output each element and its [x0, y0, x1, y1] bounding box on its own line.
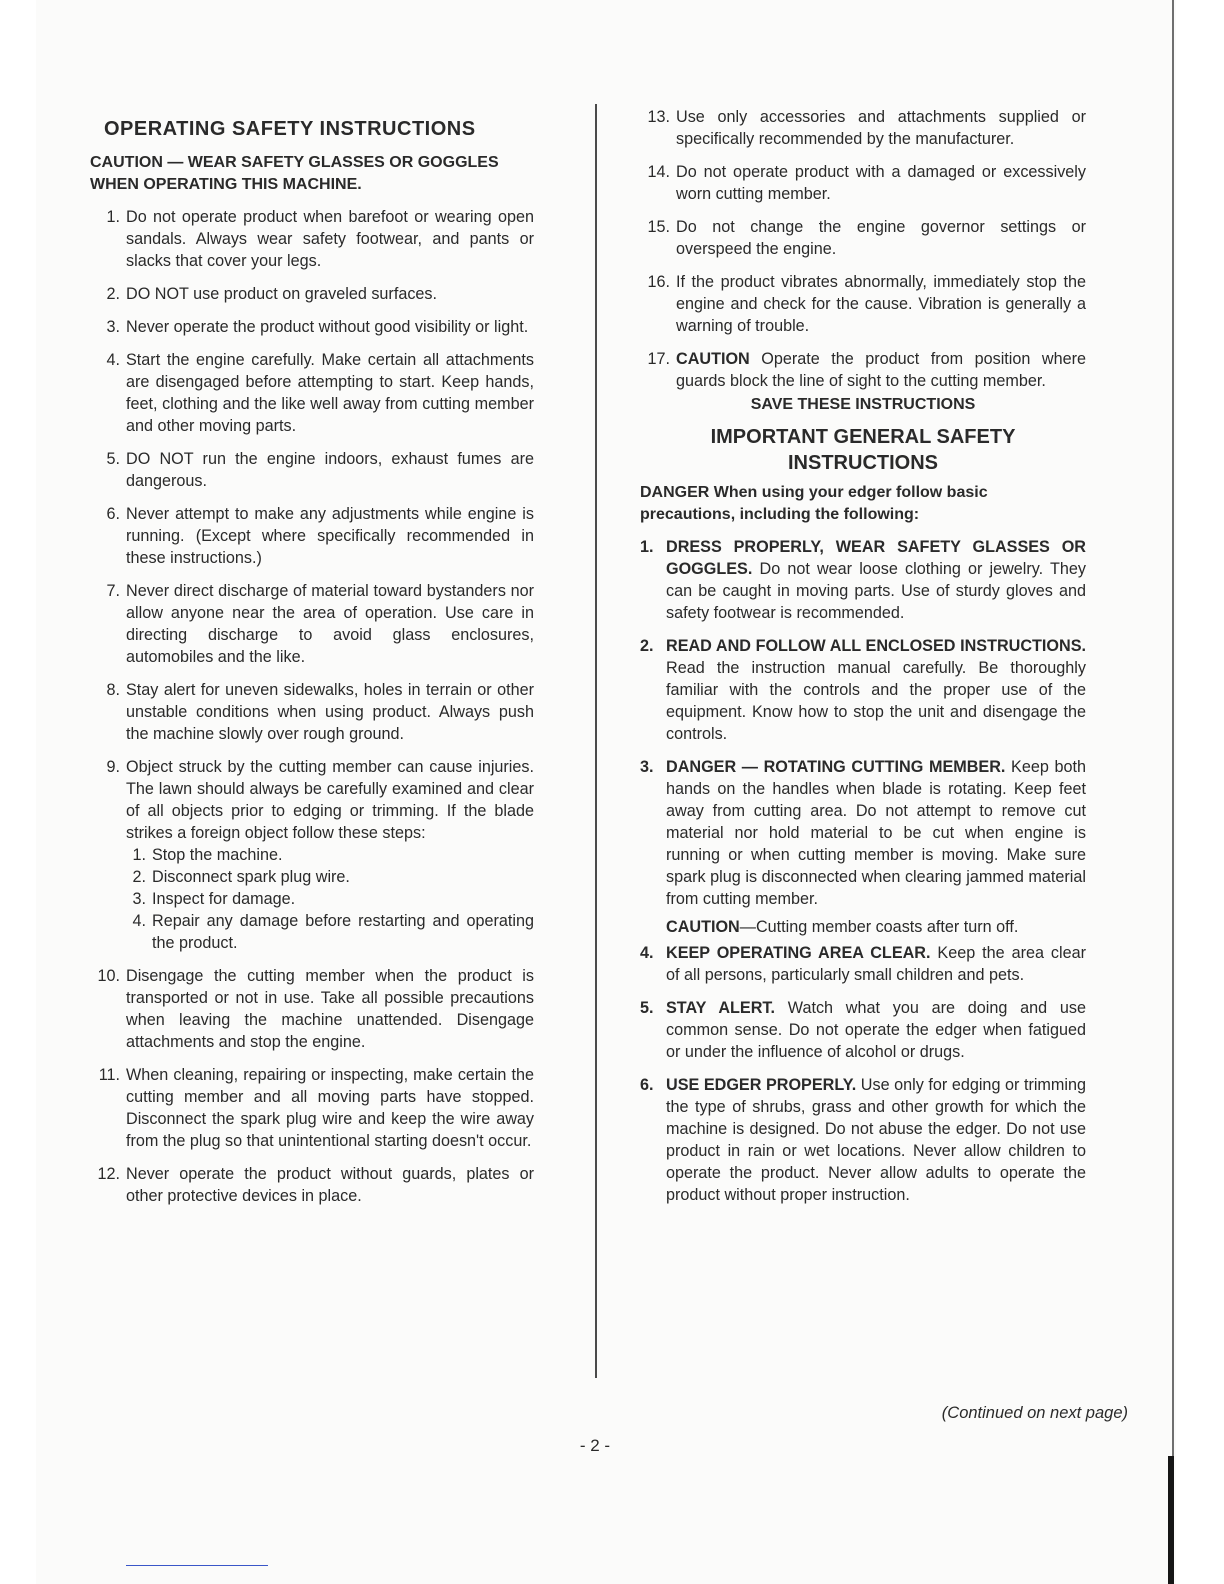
list-item: 5. DO NOT run the engine indoors, exhaust fumes are dangerous. [106, 450, 534, 490]
list-item: 7. Never direct discharge of material toward bystanders nor allow anyone near the area of operation. Use care in directing discharge to avoid glass enclosures, automobiles and the like. [106, 582, 534, 666]
list-item: 8. Stay alert for uneven sidewalks, holes in terrain or other unstable conditions when using product. Always push the machine slowly over rough ground. [106, 681, 534, 743]
caution-heading: CAUTION — WEAR SAFETY GLASSES OR GOGGLES WHEN OPERATING THIS MACHINE. [90, 154, 499, 193]
list-item: 4. KEEP OPERATING AREA CLEAR. Keep the area clear of all persons, particularly small children and pets. [640, 944, 1086, 984]
list-item: 12. Never operate the product without guards, plates or other protective devices in place. [97, 1165, 534, 1205]
continued-note: (Continued on next page) [941, 1404, 1128, 1422]
list-item: 14. Do not operate product with a damaged or excessively worn cutting member. [647, 163, 1086, 203]
operating-safety-list-continued [640, 106, 1086, 392]
list-item: 13. Use only accessories and attachments supplied or specifically recommended by the manufacturer. [647, 108, 1086, 148]
page-edge-shadow [1172, 0, 1174, 1584]
list-item: 17. CAUTION Operate the product from position where guards block the line of sight to the cutting member. [647, 350, 1086, 390]
save-instructions-heading: SAVE THESE INSTRUCTIONS [750, 396, 976, 413]
step-item: 2. Disconnect spark plug wire. [132, 868, 350, 886]
operating-safety-title: OPERATING SAFETY INSTRUCTIONS [104, 118, 476, 140]
list-item: 4. Start the engine carefully. Make certain all attachments are disengaged before attempting to start. Keep hands, feet, clothing and the like well away from cutting member and other moving parts. [106, 351, 534, 435]
list-item: 2. DO NOT use product on graveled surfaces. [106, 285, 438, 303]
list-item: 6. Never attempt to make any adjustments while engine is running. (Except where specifically recommended in these instructions.) [106, 505, 534, 567]
step-item: 4. Repair any damage before restarting and operating the product. [132, 912, 534, 952]
danger-heading: DANGER When using your edger follow basic precautions, including the following: [640, 484, 988, 523]
column-divider [595, 104, 597, 1378]
general-safety-list [640, 536, 1086, 910]
list-item: 16. If the product vibrates abnormally, immediately stop the engine and check for the cause. Vibration is generally a warning of trouble. [647, 273, 1086, 335]
footnote-rule [126, 1565, 268, 1566]
list-item: 6. USE EDGER PROPERLY. Use only for edging or trimming the type of shrubs, grass and other growth for which the machine is designed. Do not abuse the edger. Do not use product in rain or wet locations. Never allow children to operate the product. Never allow adults to operate the product without proper instruction. [640, 1076, 1087, 1204]
list-item: 5. STAY ALERT. Watch what you are doing and use common sense. Do not operate the edger when fatigued or under the influence of alcohol or drugs. [640, 999, 1086, 1061]
list-item: 3. Never operate the product without good visibility or light. [106, 318, 529, 336]
step-item: 1. Stop the machine. [132, 846, 283, 864]
general-safety-list-continued [640, 942, 1086, 1206]
list-item: 2. READ AND FOLLOW ALL ENCLOSED INSTRUCTIONS. Read the instruction manual carefully. Be thoroughly familiar with the controls and the proper use of the equipment. Know how to stop the unit and disengage the controls. [640, 637, 1086, 743]
list-item: 9. Object struck by the cutting member can cause injuries. The lawn should always be carefully examined and clear of all objects prior to edging or trimming. If the blade strikes a foreign object follow these steps: 1. Stop the machine. 2. Disconnect spark plug wire. 3. Inspect for damage. 4. Repair any damage before restarting and operating the product. [106, 758, 534, 952]
list-item: 10. Disengage the cutting member when the product is transported or not in use. Take all possible precautions when leaving the machine unattended. Disengage attachments and stop the engine. [97, 967, 534, 1051]
operating-safety-list [90, 206, 534, 1207]
list-item: 15. Do not change the engine governor settings or overspeed the engine. [647, 218, 1086, 258]
general-safety-title: IMPORTANT GENERAL SAFETY INSTRUCTIONS [710, 426, 1016, 474]
list-item: 3. DANGER — ROTATING CUTTING MEMBER. Keep both hands on the handles when blade is rotating. Keep feet away from cutting area. Do not attempt to remove cut material nor hold material to be cut when engine is running or when cutting member is moving. Make sure spark plug is disconnected when clearing jammed material from cutting member. [640, 758, 1086, 908]
list-item: 11. When cleaning, repairing or inspecting, make certain the cutting member and all moving parts have stopped. Disconnect the spark plug wire and keep the wire away from the plug so that unintentional starting doesn't occur. [98, 1066, 534, 1150]
list-item: 1. DRESS PROPERLY, WEAR SAFETY GLASSES OR GOGGLES. Do not wear loose clothing or jewelry. They can be caught in moving parts. Use of sturdy gloves and safety footwear is recommended. [640, 538, 1086, 622]
right-column [640, 106, 1086, 1217]
scan-edge-mark [1168, 1456, 1174, 1584]
left-column [90, 116, 534, 1218]
foreign-object-steps [126, 844, 534, 954]
page-number: - 2 - [579, 1436, 611, 1455]
coast-caution-note: CAUTION—Cutting member coasts after turn off. [666, 918, 1019, 936]
step-item: 3. Inspect for damage. [132, 890, 296, 908]
list-item: 1. Do not operate product when barefoot or wearing open sandals. Always wear safety footwear, and pants or slacks that cover your legs. [106, 208, 534, 270]
